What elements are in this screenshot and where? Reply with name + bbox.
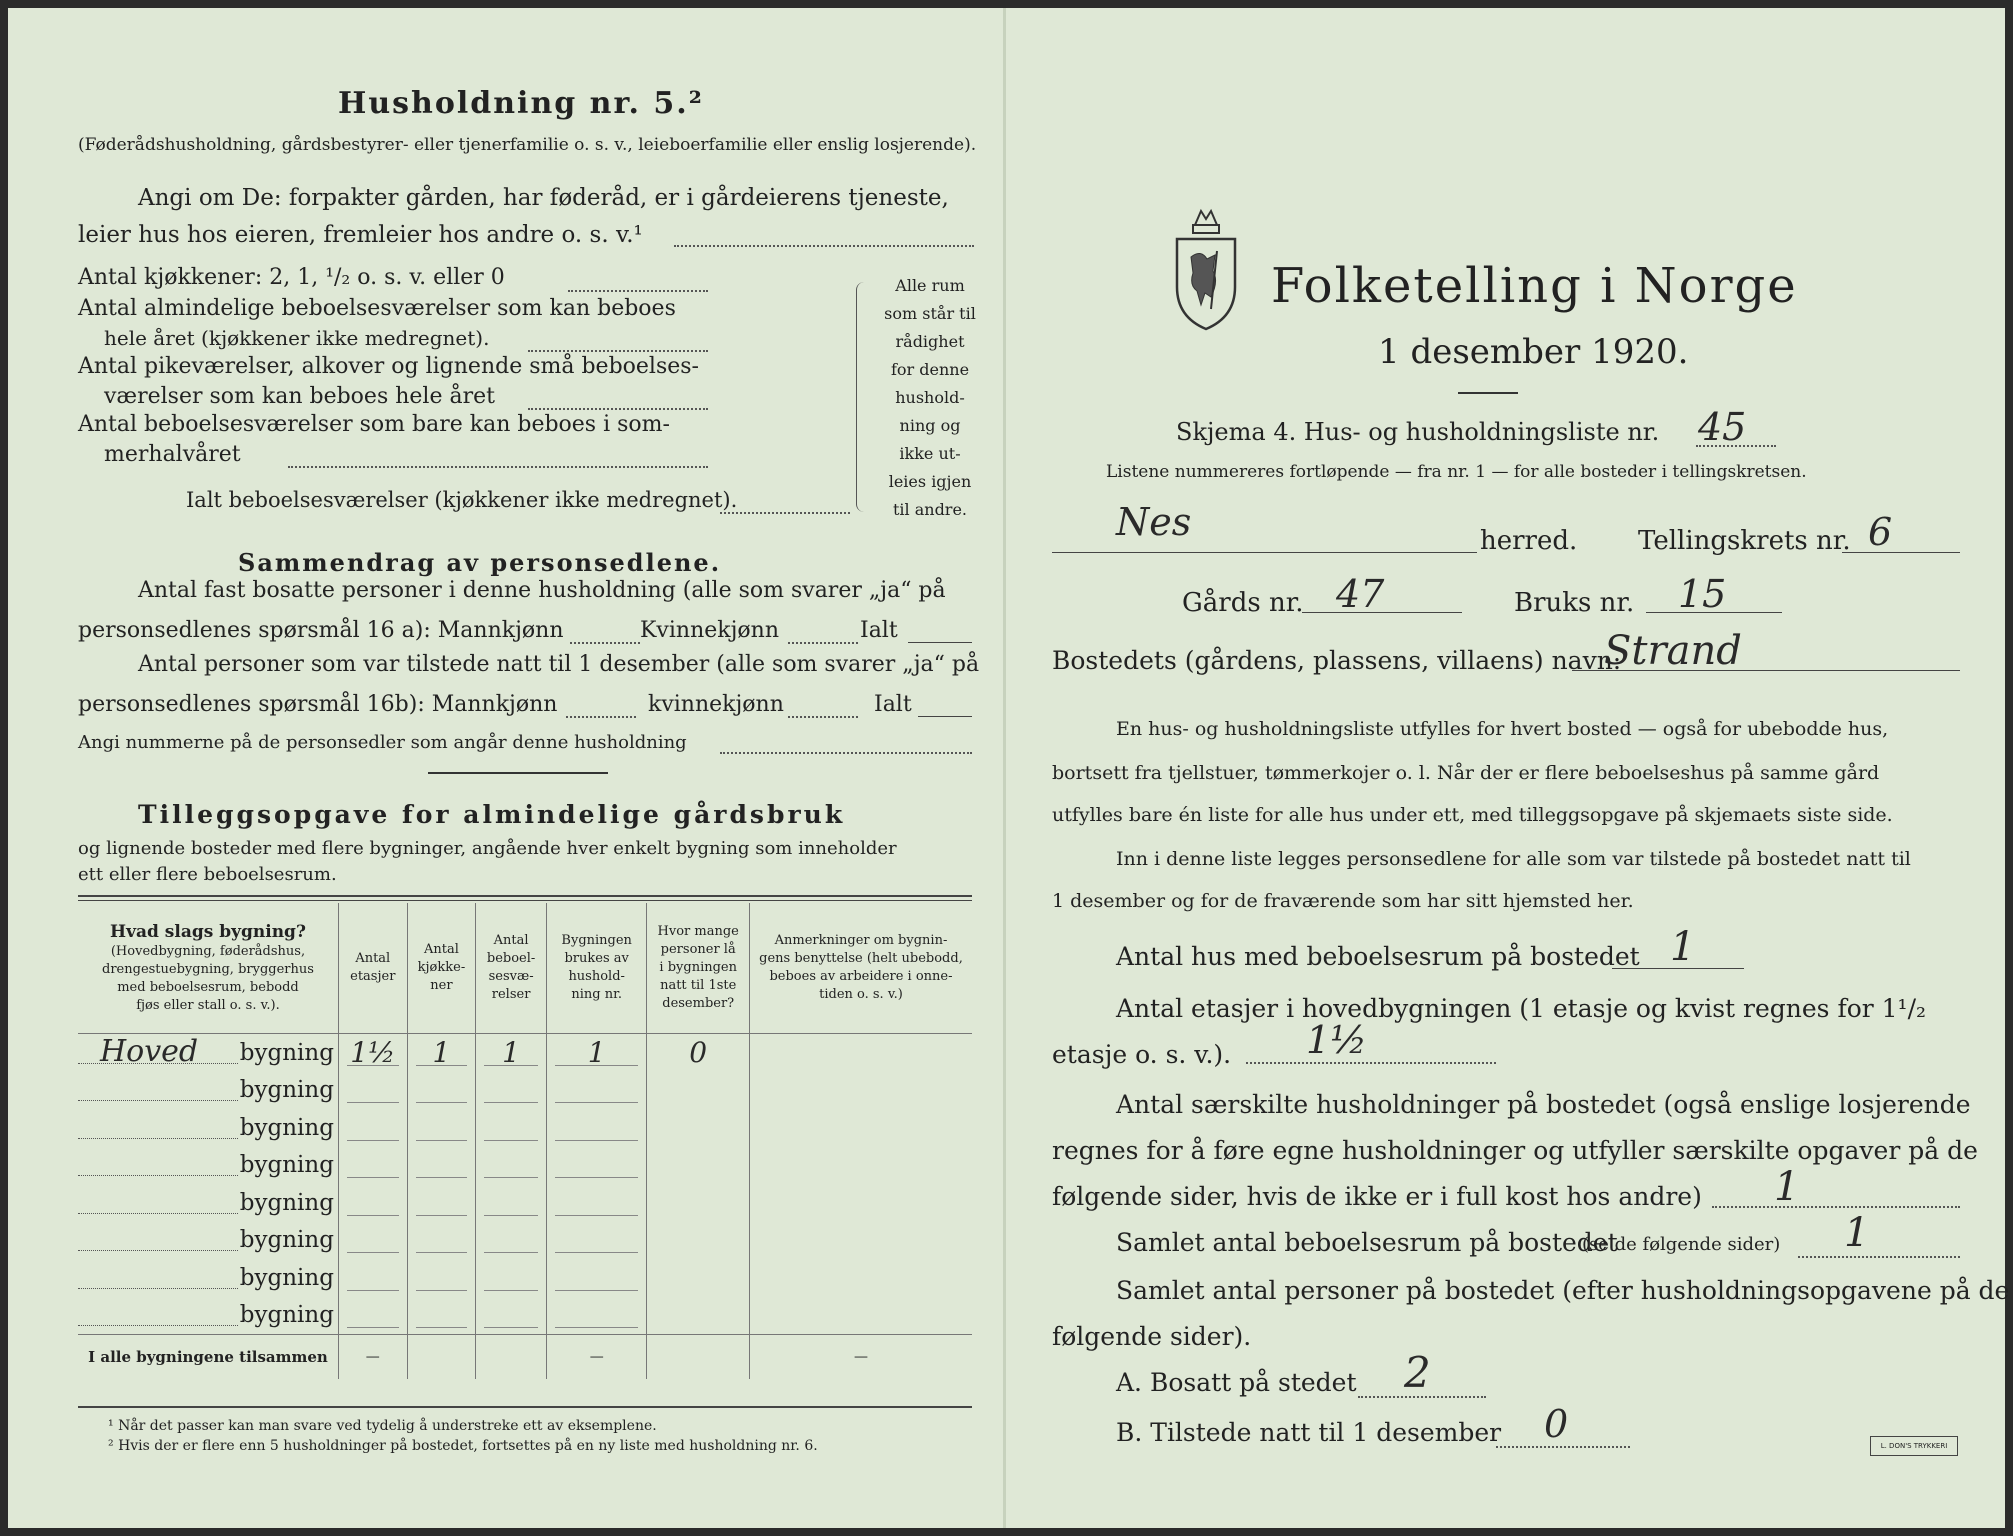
bruk-number[interactable]: 15 [1678, 572, 1727, 616]
table-cell[interactable] [749, 1259, 972, 1297]
total-cell[interactable] [647, 1335, 750, 1380]
table-header-cell [338, 903, 407, 1034]
table-cell[interactable] [476, 1034, 547, 1072]
cell-underline [555, 1065, 639, 1066]
header-text-line: etasjer [350, 969, 396, 984]
header-text-line: kjøkke- [417, 960, 466, 975]
total-cell[interactable] [407, 1335, 476, 1380]
census-title: Folketelling i Norge [1271, 258, 1798, 314]
instruction-line-5: 1 desember og for de fraværende som har sitt hjemsted her. [1052, 890, 1634, 912]
cell-underline [347, 1177, 399, 1178]
cell-underline [416, 1215, 468, 1216]
bygning-label: bygning [239, 1077, 334, 1104]
building-fill-line [78, 1325, 238, 1326]
header-text-line: gens benyttelse (helt ubebodd, [759, 951, 963, 966]
bygning-label: bygning [239, 1039, 334, 1066]
date-underline [1458, 392, 1518, 394]
houses-line [1612, 968, 1744, 969]
bygning-label: bygning [239, 1189, 334, 1216]
summary-resident-line-2: personsedlenes spørsmål 16 a): Mannkjønn [78, 618, 564, 643]
table-cell[interactable] [338, 1259, 407, 1297]
maid-rooms-question-line-2: værelser som kan beboes hele året [104, 384, 495, 409]
rooms-question-line-1: Antal almindelige beboelsesværelser som kan beboes [78, 296, 676, 321]
rooms-total-note: (se de følgende sider) [1582, 1234, 1781, 1255]
schema-number-line [1696, 445, 1776, 447]
bracket-note-line: hushold- [895, 388, 965, 407]
norway-coat-of-arms-icon [1171, 205, 1241, 335]
header-text-line: Bygningen [561, 933, 632, 948]
status-question-line-1: Angi om De: forpakter gården, har føderåd, er i gårdeierens tjeneste, [138, 185, 949, 211]
table-header-row [78, 903, 972, 1034]
persons-question-line-2: følgende sider). [1052, 1322, 1252, 1351]
table-cell[interactable] [407, 1072, 476, 1110]
header-text-line: beboes av arbeidere i onne- [769, 969, 953, 984]
header-text-line: drengestuebygning, bryggerhus [102, 962, 314, 977]
row-value-floors: 1½ [350, 1036, 396, 1070]
header-text-line: i bygningen [659, 960, 737, 975]
table-cell[interactable] [546, 1222, 647, 1260]
total-cell[interactable] [476, 1335, 547, 1380]
right-page [1006, 0, 2010, 1520]
present-female-label: kvinnekjønn [648, 692, 784, 717]
cell-underline [484, 1065, 538, 1066]
table-cell[interactable] [546, 1184, 647, 1222]
section-divider [428, 772, 608, 774]
table-header-cell [749, 903, 972, 1034]
cell-underline [555, 1177, 639, 1178]
cell-underline [416, 1252, 468, 1253]
header-text-line: Antal [423, 942, 459, 957]
table-cell[interactable] [338, 1147, 407, 1185]
table-cell[interactable] [546, 1259, 647, 1297]
total-cell[interactable] [749, 1335, 972, 1380]
table-cell[interactable] [647, 1147, 750, 1185]
rooms-total-line [1798, 1256, 1960, 1258]
extra-subtitle-line-1: og lignende bosteder med flere bygninger, angående hver enkelt bygning som inneholder [78, 838, 897, 859]
cell-underline [347, 1327, 399, 1328]
table-cell[interactable] [546, 1034, 647, 1072]
extra-subtitle-line-2: ett eller flere beboelsesrum. [78, 864, 337, 885]
households-question-line-2: regnes for å føre egne husholdninger og utfyller særskilte opgaver på de [1052, 1136, 1978, 1165]
table-cell[interactable] [647, 1297, 750, 1335]
table-cell[interactable] [338, 1109, 407, 1147]
table-cell[interactable] [546, 1072, 647, 1110]
summary-resident-line-1: Antal fast bosatte personer i denne husholdning (alle som svarer „ja“ på [138, 578, 946, 603]
resident-total-line[interactable] [908, 642, 972, 643]
cell-underline [347, 1065, 399, 1066]
bracket-note-line: Alle rum [895, 276, 965, 295]
present-line [1496, 1446, 1630, 1448]
header-text-line: ner [430, 978, 453, 993]
summer-rooms-question-line-1: Antal beboelsesværelser som bare kan beboes i som- [78, 412, 670, 437]
present-total-label: Ialt [874, 692, 912, 717]
present-label: B. Tilstede natt til 1 desember [1116, 1418, 1502, 1447]
table-cell[interactable] [546, 1297, 647, 1335]
header-text-line: natt til 1ste [660, 978, 737, 993]
building-kind: Hoved [100, 1034, 199, 1069]
row-value-kitchens: 1 [432, 1036, 451, 1070]
schema-number[interactable]: 45 [1698, 405, 1747, 449]
building-type-cell[interactable] [78, 1147, 338, 1185]
place-label: Bostedets (gårdens, plassens, villaens) navn: [1052, 646, 1622, 675]
buildings-table [78, 903, 972, 1403]
building-type-cell[interactable] [78, 1259, 338, 1297]
households-line [1712, 1206, 1960, 1208]
table-cell[interactable] [338, 1072, 407, 1110]
persons-question-line-1: Samlet antal personer på bostedet (efter husholdningsopgavene på de [1116, 1276, 2010, 1305]
status-answer-line[interactable] [674, 245, 974, 247]
cell-underline [484, 1140, 538, 1141]
table-cell[interactable] [476, 1297, 547, 1335]
instruction-line-4: Inn i denne liste legges personsedlene for alle som var tilstede på bostedet natt til [1116, 848, 1911, 870]
cell-underline [484, 1102, 538, 1103]
total-cell[interactable] [546, 1335, 647, 1380]
herred-label: herred. [1480, 526, 1578, 556]
table-row [78, 1222, 972, 1260]
floors-question-line-1: Antal etasjer i hovedbygningen (1 etasje og kvist regnes for 1¹/₂ [1116, 994, 1927, 1023]
header-text-line: beboel- [486, 951, 536, 966]
herred-line [1052, 552, 1477, 553]
cell-underline [347, 1215, 399, 1216]
table-row [78, 1034, 972, 1072]
header-text-line: brukes av [564, 951, 629, 966]
header-text-line: ning nr. [571, 987, 623, 1002]
total-dash: — [853, 1349, 868, 1365]
summer-rooms-answer-line[interactable] [288, 466, 708, 468]
building-type-cell[interactable] [78, 1184, 338, 1222]
table-cell[interactable] [476, 1072, 547, 1110]
herred-name[interactable]: Nes [1116, 500, 1192, 544]
bygning-label: bygning [239, 1264, 334, 1291]
floors-line [1246, 1062, 1496, 1064]
cell-underline [555, 1290, 639, 1291]
extra-title: Tilleggsopgave for almindelige gårdsbruk [138, 800, 846, 829]
table-cell[interactable] [407, 1034, 476, 1072]
cell-underline [416, 1102, 468, 1103]
resident-answer[interactable]: 2 [1404, 1348, 1431, 1397]
gard-line [1302, 612, 1462, 613]
census-date: 1 desember 1920. [1378, 332, 1689, 372]
table-cell[interactable] [407, 1184, 476, 1222]
table-cell[interactable] [407, 1297, 476, 1335]
building-fill-line [78, 1100, 238, 1101]
bracket-note-line: ning og [899, 416, 961, 435]
header-text-line: tiden o. s. v.) [819, 987, 903, 1002]
table-top-rule-2 [78, 900, 972, 901]
table-cell[interactable] [546, 1109, 647, 1147]
building-fill-line [78, 1288, 238, 1289]
total-cell[interactable] [338, 1335, 407, 1380]
table-cell[interactable] [476, 1184, 547, 1222]
table-cell[interactable] [647, 1259, 750, 1297]
building-type-cell[interactable] [78, 1034, 338, 1072]
cell-underline [555, 1140, 639, 1141]
header-text-line: Hvor mange [657, 924, 739, 939]
row-value-rooms: 1 [502, 1036, 520, 1070]
cell-underline [484, 1327, 538, 1328]
place-name[interactable]: Strand [1604, 628, 1742, 674]
bruk-line [1646, 612, 1782, 613]
cell-underline [416, 1065, 468, 1066]
present-male-line[interactable] [566, 716, 636, 718]
schema-label: Skjema 4. Hus- og husholdningsliste nr. [1176, 418, 1660, 446]
cell-underline [347, 1140, 399, 1141]
header-text-line: sesvæ- [488, 969, 534, 984]
row-value-household: 1 [587, 1036, 606, 1070]
resident-line [1358, 1396, 1486, 1398]
footnote-1: ¹ Når det passer kan man svare ved tydelig å understreke ett av eksemplene. [108, 1418, 657, 1434]
instruction-line-1: En hus- og husholdningsliste utfylles for hvert bosted — også for ubebodde hus, [1116, 718, 1889, 740]
cell-underline [347, 1252, 399, 1253]
footnote-2: ² Hvis der er flere enn 5 husholdninger på bostedet, fortsettes på en ny liste med husholdning nr. 6. [108, 1438, 818, 1454]
cell-underline [555, 1252, 639, 1253]
household-subtitle: (Føderådshusholdning, gårdsbestyrer- eller tjenerfamilie o. s. v., leieboerfamilie eller enslig losjerende). [78, 135, 977, 155]
numbering-note: Listene nummereres fortløpende — fra nr. 1 — for alle bosteder i tellingskretsen. [1106, 462, 1807, 482]
table-cell[interactable] [338, 1222, 407, 1260]
resident-total-label: Ialt [860, 618, 898, 643]
building-type-cell[interactable] [78, 1222, 338, 1260]
building-fill-line [78, 1138, 238, 1139]
buildings-grid [78, 903, 972, 1379]
table-header-cell [546, 903, 647, 1034]
summary-title: Sammendrag av personsedlene. [238, 548, 722, 577]
table-cell[interactable] [338, 1184, 407, 1222]
total-dash: — [589, 1349, 604, 1365]
cell-underline [555, 1327, 639, 1328]
cell-underline [416, 1290, 468, 1291]
table-cell[interactable] [338, 1034, 407, 1072]
gard-label: Gårds nr. [1182, 588, 1304, 618]
present-total-line[interactable] [918, 716, 972, 717]
table-row [78, 1259, 972, 1297]
table-cell[interactable] [749, 1184, 972, 1222]
building-type-cell[interactable] [78, 1072, 338, 1110]
cell-underline [416, 1140, 468, 1141]
table-top-rule-1 [78, 895, 972, 897]
krets-number[interactable]: 6 [1868, 510, 1893, 554]
cell-underline [416, 1177, 468, 1178]
bracket-note [870, 272, 990, 524]
krets-line [1842, 552, 1960, 553]
cell-underline [484, 1252, 538, 1253]
table-cell[interactable] [476, 1109, 547, 1147]
maid-rooms-question-line-1: Antal pikeværelser, alkover og lignende små beboelses- [78, 354, 699, 379]
rooms-answer-line[interactable] [528, 350, 708, 352]
cell-underline [484, 1177, 538, 1178]
instruction-line-2: bortsett fra tjellstuer, tømmerkojer o. l. Når der er flere beboelseshus på samme gård [1052, 762, 1880, 784]
houses-answer[interactable]: 1 [1670, 924, 1696, 970]
rooms-question-line-2: hele året (kjøkkener ikke medregnet). [104, 326, 490, 350]
table-cell[interactable] [647, 1184, 750, 1222]
kitchens-question: Antal kjøkkener: 2, 1, ¹/₂ o. s. v. eller 0 [78, 265, 505, 290]
cell-underline [555, 1102, 639, 1103]
present-answer[interactable]: 0 [1544, 1402, 1569, 1446]
households-question-line-1: Antal særskilte husholdninger på bostedet (også enslige losjerende [1116, 1090, 1971, 1119]
table-row [78, 1109, 972, 1147]
present-female-line[interactable] [788, 716, 858, 718]
table-total-row [78, 1335, 972, 1380]
household-title: Husholdning nr. 5.² [338, 86, 704, 121]
summary-present-line-2: personsedlenes spørsmål 16b): Mannkjønn [78, 692, 558, 717]
table-cell[interactable] [647, 1222, 750, 1260]
table-row [78, 1147, 972, 1185]
header-text-line: (Hovedbygning, føderådshus, [110, 944, 306, 959]
table-cell[interactable] [749, 1147, 972, 1185]
households-question-line-3: følgende sider, hvis de ikke er i full kost hos andre) [1052, 1182, 1702, 1211]
floors-answer[interactable]: 1½ [1306, 1018, 1368, 1062]
person-numbers-question: Angi nummerne på de personsedler som angår denne husholdning [78, 732, 687, 753]
table-cell[interactable] [647, 1072, 750, 1110]
bracket-note-line: rådighet [895, 332, 965, 351]
bracket-note-line: som står til [884, 304, 976, 323]
summary-present-line-1: Antal personer som var tilstede natt til 1 desember (alle som svarer „ja“ på [138, 652, 980, 677]
building-fill-line [78, 1175, 238, 1176]
resident-female-label: Kvinnekjønn [640, 618, 779, 643]
bruk-label: Bruks nr. [1514, 588, 1635, 618]
bracket-note-line: leies igjen [888, 472, 972, 491]
summer-rooms-question-line-2: merhalvåret [104, 442, 241, 467]
row-value-persons: 0 [689, 1036, 708, 1070]
place-line [1572, 670, 1960, 671]
header-text-line: personer lå [660, 942, 736, 957]
printer-stamp: L. DON'S TRYKKERI [1870, 1436, 1958, 1456]
table-cell[interactable] [647, 1109, 750, 1147]
table-row [78, 1297, 972, 1335]
header-text-line: Hvad slags bygning? [110, 922, 306, 942]
building-fill-line [78, 1063, 238, 1064]
resident-label: A. Bosatt på stedet [1116, 1368, 1357, 1397]
table-cell[interactable] [338, 1297, 407, 1335]
header-text-line: relser [491, 987, 531, 1002]
bygning-label: bygning [239, 1114, 334, 1141]
total-dash: — [365, 1349, 380, 1365]
table-cell[interactable] [749, 1222, 972, 1260]
table-cell[interactable] [476, 1222, 547, 1260]
header-text-line: Antal [355, 951, 391, 966]
table-cell[interactable] [476, 1147, 547, 1185]
header-text-line: fjøs eller stall o. s. v.). [136, 998, 280, 1013]
bracket-note-line: til andre. [892, 500, 968, 519]
table-cell[interactable] [546, 1147, 647, 1185]
header-text-line: hushold- [568, 969, 625, 984]
building-fill-line [78, 1250, 238, 1251]
building-type-cell[interactable] [78, 1109, 338, 1147]
table-cell[interactable] [407, 1259, 476, 1297]
cell-underline [484, 1290, 538, 1291]
table-header-cell [647, 903, 750, 1034]
total-rooms-question: Ialt beboelsesværelser (kjøkkener ikke medregnet). [186, 488, 738, 512]
table-header-cell [78, 903, 338, 1034]
table-cell[interactable] [749, 1297, 972, 1335]
total-rooms-answer-line[interactable] [720, 512, 850, 514]
rooms-total-answer[interactable]: 1 [1844, 1210, 1870, 1256]
header-text-line: med beboelsesrum, bebodd [117, 980, 299, 995]
left-page [8, 0, 1003, 1520]
krets-label: Tellingskrets nr. [1638, 526, 1851, 556]
cell-underline [484, 1215, 538, 1216]
header-text-line: Anmerkninger om bygnin- [774, 933, 948, 948]
building-type-cell[interactable] [78, 1297, 338, 1335]
maid-rooms-answer-line[interactable] [528, 408, 708, 410]
resident-female-line[interactable] [788, 642, 858, 644]
resident-male-line[interactable] [570, 642, 640, 644]
bracket-note-line: for denne [890, 360, 970, 379]
table-cell[interactable] [476, 1259, 547, 1297]
table-cell[interactable] [407, 1109, 476, 1147]
table-row [78, 1184, 972, 1222]
bracket [856, 282, 871, 512]
table-cell[interactable] [749, 1109, 972, 1147]
table-cell[interactable] [407, 1222, 476, 1260]
floors-question-line-2: etasje o. s. v.). [1052, 1040, 1232, 1069]
gard-number[interactable]: 47 [1336, 572, 1385, 616]
rooms-total-question: Samlet antal beboelsesrum på bostedet [1116, 1228, 1618, 1257]
table-cell[interactable] [647, 1034, 750, 1072]
table-header-cell [407, 903, 476, 1034]
houses-question: Antal hus med beboelsesrum på bostedet [1116, 942, 1640, 971]
table-bottom-rule [78, 1406, 972, 1408]
cell-underline [555, 1215, 639, 1216]
building-fill-line [78, 1213, 238, 1214]
header-text-line: Antal [493, 933, 529, 948]
person-numbers-line[interactable] [720, 752, 972, 754]
cell-underline [416, 1327, 468, 1328]
bracket-note-line: ikke ut- [899, 444, 961, 463]
bygning-label: bygning [239, 1302, 334, 1329]
table-header-cell [476, 903, 547, 1034]
cell-underline [347, 1102, 399, 1103]
instruction-line-3: utfylles bare én liste for alle hus under ett, med tilleggsopgave på skjemaets siste side. [1052, 804, 1893, 826]
table-cell[interactable] [749, 1072, 972, 1110]
status-question-line-2: leier hus hos eieren, fremleier hos andre o. s. v.¹ [78, 222, 643, 248]
households-answer[interactable]: 1 [1774, 1164, 1800, 1210]
table-cell[interactable] [407, 1147, 476, 1185]
total-row-label: I alle bygningene tilsammen [78, 1335, 338, 1380]
header-text-line: desember? [662, 996, 735, 1011]
kitchens-answer-line[interactable] [568, 290, 708, 292]
table-row [78, 1072, 972, 1110]
table-cell[interactable] [749, 1034, 972, 1072]
cell-underline [347, 1290, 399, 1291]
bygning-label: bygning [239, 1152, 334, 1179]
bygning-label: bygning [239, 1227, 334, 1254]
